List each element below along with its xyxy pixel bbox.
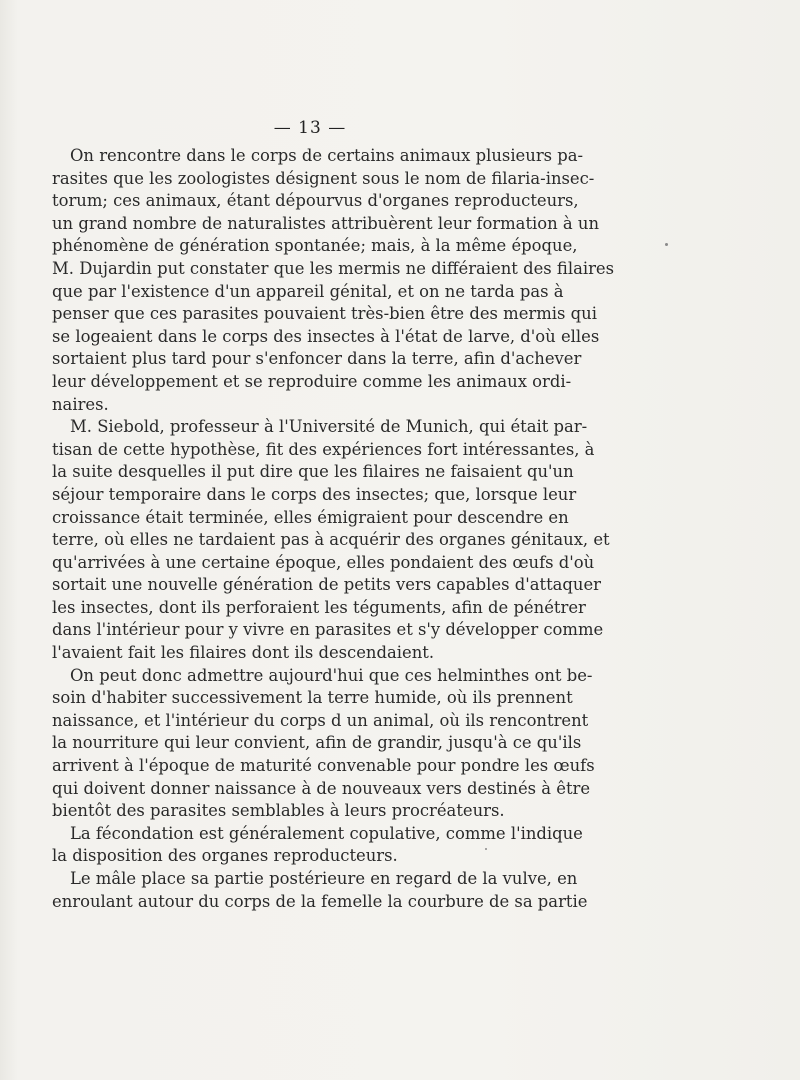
text-line: leur développement et se reproduire comme les animaux ordi-: [52, 371, 572, 391]
text-line: la suite desquelles il put dire que les filaires ne faisaient qu'un: [52, 462, 574, 482]
text-line: phénomène de génération spontanée; mais, à la même époque,: [52, 236, 578, 256]
text-line: On peut donc admettre aujourd'hui que ces helminthes ont be-: [70, 665, 593, 685]
text-line: bientôt des parasites semblables à leurs procréateurs.: [52, 801, 505, 821]
text-line: La fécondation est généralement copulative, comme l'indique: [70, 823, 583, 843]
text-line: les insectes, dont ils perforaient les téguments, afin de pénétrer: [52, 597, 586, 617]
text-line: naissance, et l'intérieur du corps d un animal, où ils rencontrent: [52, 710, 589, 730]
text-line: la nourriture qui leur convient, afin de grandir, jusqu'à ce qu'ils: [52, 733, 582, 753]
text-line: enroulant autour du corps de la femelle la courbure de sa partie: [52, 891, 588, 911]
text-line: soin d'habiter successivement la terre humide, où ils prennent: [52, 688, 573, 708]
text-line: penser que ces parasites pouvaient très-bien être des mermis qui: [52, 304, 597, 324]
text-line: Le mâle place sa partie postérieure en regard de la vulve, en: [70, 869, 578, 888]
text-line: sortait une nouvelle génération de petits vers capables d'attaquer: [52, 575, 602, 595]
body-text: [52, 145, 615, 913]
text-line: torum; ces animaux, étant dépourvus d'organes reproducteurs,: [52, 191, 579, 211]
text-line: séjour temporaire dans le corps des insectes; que, lorsque leur: [52, 484, 577, 504]
text-line: naires.: [52, 394, 109, 414]
text-line: qu'arrivées à une certaine époque, elles pondaient des œufs d'où: [52, 552, 595, 572]
paper-speck: [485, 848, 487, 850]
text-line: tisan de cette hypothèse, fit des expériences fort intéressantes, à: [52, 439, 595, 459]
text-line: arrivent à l'époque de maturité convenable pour pondre les œufs: [52, 756, 595, 776]
text-line: sortaient plus tard pour s'enfoncer dans la terre, afin d'achever: [52, 349, 582, 369]
text-line: se logeaient dans le corps des insectes à l'état de larve, d'où elles: [52, 326, 600, 346]
text-line: dans l'intérieur pour y vivre en parasites et s'y développer comme: [52, 620, 604, 640]
text-line: l'avaient fait les filaires dont ils descendaient.: [52, 643, 435, 663]
text-line: croissance était terminée, elles émigraient pour descendre en: [52, 507, 569, 527]
text-line: rasites que les zoologistes désignent sous le nom de filaria-insec-: [52, 168, 595, 188]
text-line: que par l'existence d'un appareil génital, et on ne tarda pas à: [52, 281, 564, 301]
page-number: — 13 —: [273, 118, 347, 138]
text-line: M. Siebold, professeur à l'Université de Munich, qui était par-: [70, 417, 588, 437]
text-line: M. Dujardin put constater que les mermis ne différaient des filaires: [52, 258, 615, 278]
text-line: On rencontre dans le corps de certains animaux plusieurs pa-: [70, 146, 584, 165]
paper-speck: [665, 243, 668, 246]
text-line: qui doivent donner naissance à de nouveaux vers destinés à être: [52, 778, 591, 798]
text-line: la disposition des organes reproducteurs.: [52, 846, 398, 866]
text-line: terre, où elles ne tardaient pas à acquérir des organes génitaux, et: [52, 530, 610, 550]
text-line: un grand nombre de naturalistes attribuèrent leur formation à un: [52, 213, 600, 233]
